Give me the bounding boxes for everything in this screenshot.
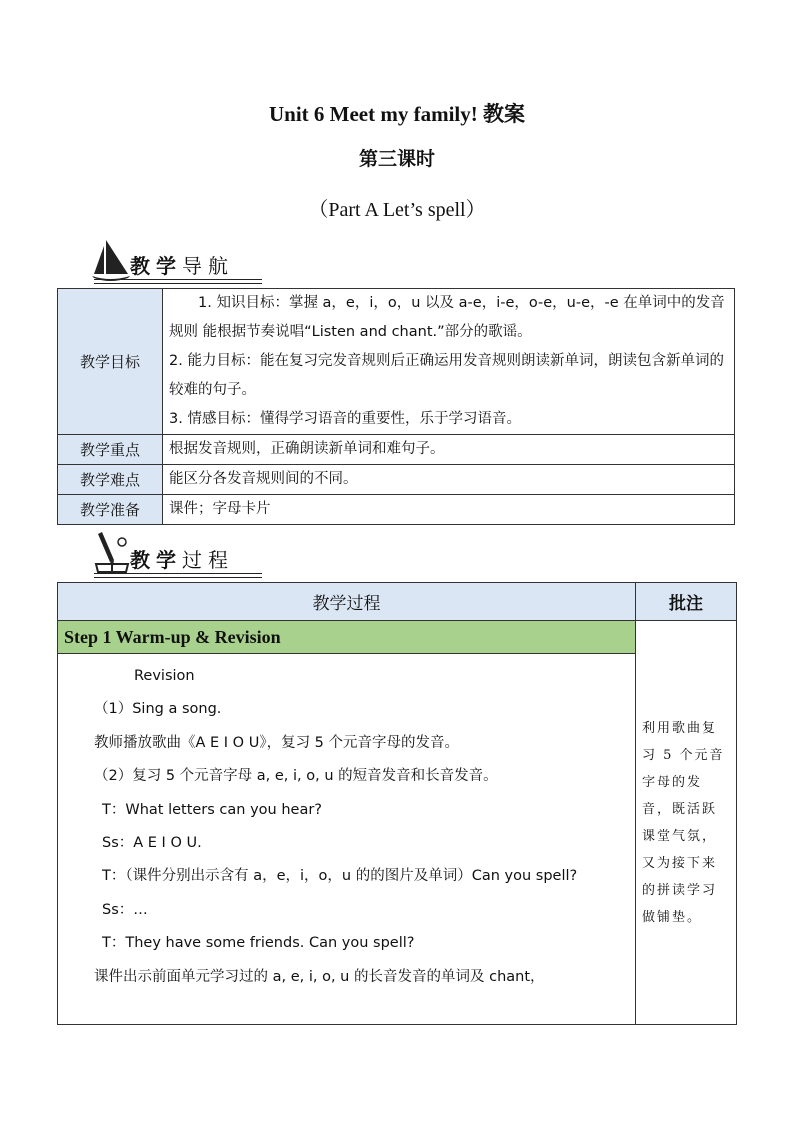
content-line: （1）Sing a song.: [94, 701, 222, 718]
goals-content: [163, 289, 735, 435]
section-title-bold: 教学: [130, 548, 182, 572]
note-cell: 利用歌曲复习 5 个元音字母的发音，既活跃课堂气氛，又为接下来的拼读学习做铺垫。: [636, 621, 737, 1025]
content-line: Ss：…: [102, 901, 148, 918]
sailboat-icon: [92, 236, 132, 282]
table-header-row: [58, 583, 737, 621]
content-line: Ss：A E I O U.: [102, 835, 202, 852]
section-header-navigation: [92, 236, 262, 286]
goal-emotion: 3. 情感目标：懂得学习语音的重要性，乐于学习语音。: [169, 411, 521, 427]
goal-ability: 2. 能力目标：能在复习完发音规则后正确运用发音规则朗读新单词，朗读包含新单词的较难的句子。: [169, 353, 724, 398]
lesson-number: 第三课时: [358, 148, 435, 170]
row-label: 教学目标: [58, 289, 163, 435]
goals-table: [57, 288, 735, 525]
process-table: [57, 582, 737, 1025]
section-title-bold: 教学: [130, 254, 182, 278]
table-row: [58, 654, 737, 1025]
section-title-light: 导航: [182, 254, 234, 278]
row-value: 能区分各发音规则间的不同。: [163, 465, 735, 495]
document-title: Unit 6 Meet my family! 教案: [268, 102, 526, 126]
step-content: [58, 654, 636, 1025]
section-header-process: [92, 530, 262, 580]
table-row: [58, 495, 735, 525]
row-value: 课件；字母卡片: [163, 495, 735, 525]
row-value: 根据发音规则，正确朗读新单词和难句子。: [163, 435, 735, 465]
content-line: T：They have some friends. Can you spell?: [102, 935, 415, 952]
content-line: （2）复习 5 个元音字母 a, e, i, o, u 的短音发音和长音发音。: [94, 768, 498, 785]
section-underline: [94, 573, 262, 578]
pencil-book-icon: [92, 530, 132, 576]
content-line: 教师播放歌曲《A E I O U》，复习 5 个元音字母的发音。: [94, 734, 460, 751]
content-line: 课件出示前面单元学习过的 a, e, i, o, u 的长音发音的单词及 chant，: [94, 968, 545, 985]
content-line: Revision: [134, 668, 195, 684]
goal-knowledge: 1. 知识目标：掌握 a，e，i，o，u 以及 a-e，i-e，o-e，u-e，-e 在单词中的发音规则 能根据节奏说唱“Listen and chant.”部分的歌谣。: [169, 295, 725, 340]
section-title-light: 过程: [182, 548, 234, 572]
section-underline: [94, 279, 262, 284]
row-label: 教学难点: [58, 465, 163, 495]
row-label: 教学准备: [58, 495, 163, 525]
table-row: [58, 465, 735, 495]
column-header-process: 教学过程: [58, 583, 636, 621]
column-header-notes: 批注: [636, 583, 737, 621]
table-row: [58, 621, 737, 654]
lesson-part: （Part A Let’s spell）: [308, 199, 486, 221]
content-line: T：What letters can you hear?: [102, 801, 322, 818]
step-heading: Step 1 Warm-up & Revision: [58, 621, 636, 654]
content-line: T：（课件分别出示含有 a，e，i，o，u 的的图片及单词）Can you spell?: [102, 868, 578, 885]
table-row: [58, 289, 735, 435]
table-row: [58, 435, 735, 465]
row-label: 教学重点: [58, 435, 163, 465]
